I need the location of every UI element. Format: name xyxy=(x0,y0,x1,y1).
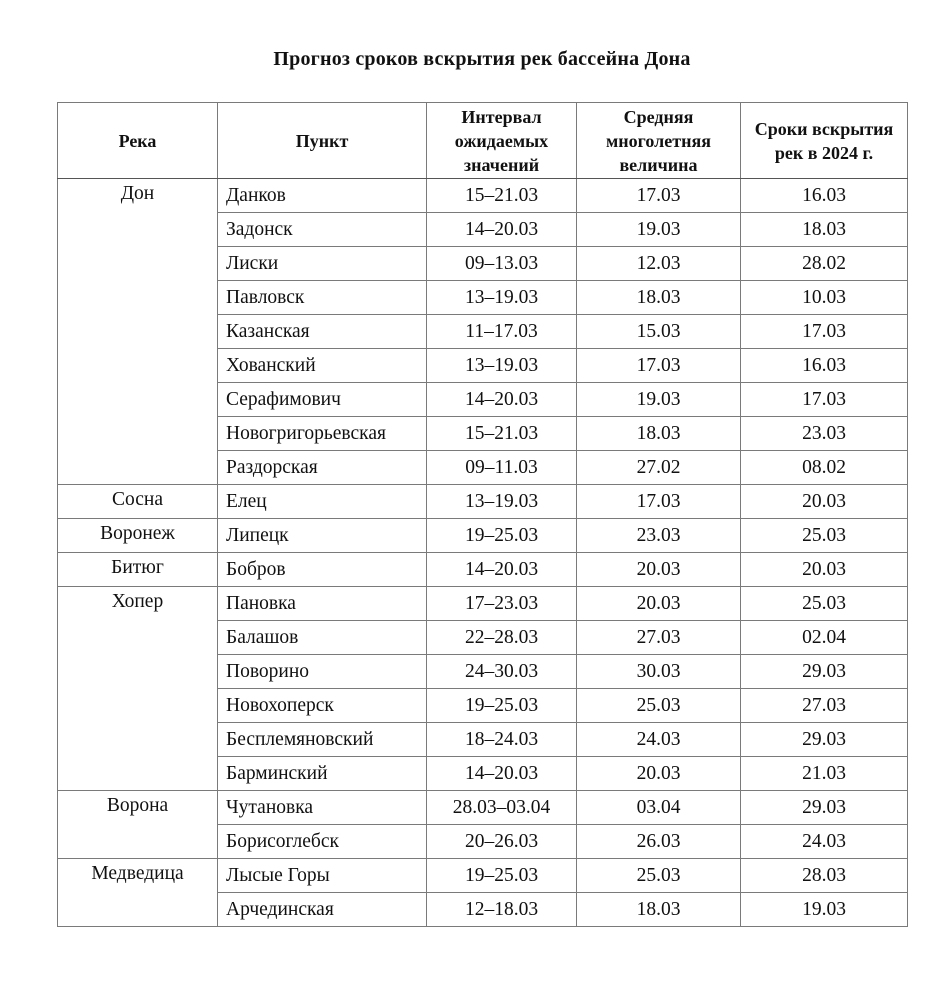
point-cell: Серафимович xyxy=(218,383,427,417)
date-2024-cell: 19.03 xyxy=(741,893,908,927)
river-cell: Медведица xyxy=(58,859,218,927)
date-2024-cell: 21.03 xyxy=(741,757,908,791)
interval-cell: 17–23.03 xyxy=(427,587,577,621)
average-cell: 25.03 xyxy=(577,689,741,723)
table-header xyxy=(58,103,908,179)
average-cell: 24.03 xyxy=(577,723,741,757)
river-cell: Сосна xyxy=(58,485,218,519)
river-cell: Дон xyxy=(58,179,218,485)
table-row xyxy=(58,859,908,893)
point-cell: Липецк xyxy=(218,519,427,553)
date-2024-cell: 16.03 xyxy=(741,349,908,383)
interval-cell: 20–26.03 xyxy=(427,825,577,859)
average-cell: 19.03 xyxy=(577,383,741,417)
date-2024-cell: 24.03 xyxy=(741,825,908,859)
table-body xyxy=(58,179,908,927)
average-cell: 12.03 xyxy=(577,247,741,281)
date-2024-cell: 29.03 xyxy=(741,723,908,757)
average-cell: 17.03 xyxy=(577,179,741,213)
point-cell: Раздорская xyxy=(218,451,427,485)
average-cell: 20.03 xyxy=(577,553,741,587)
point-cell: Новохоперск xyxy=(218,689,427,723)
point-cell: Балашов xyxy=(218,621,427,655)
point-cell: Лысые Горы xyxy=(218,859,427,893)
header-row xyxy=(58,103,908,179)
point-cell: Данков xyxy=(218,179,427,213)
average-cell: 26.03 xyxy=(577,825,741,859)
point-cell: Арчединская xyxy=(218,893,427,927)
average-cell: 18.03 xyxy=(577,417,741,451)
point-cell: Задонск xyxy=(218,213,427,247)
river-cell: Битюг xyxy=(58,553,218,587)
average-cell: 27.02 xyxy=(577,451,741,485)
forecast-table xyxy=(57,102,908,927)
interval-cell: 18–24.03 xyxy=(427,723,577,757)
point-cell: Борисоглебск xyxy=(218,825,427,859)
average-cell: 23.03 xyxy=(577,519,741,553)
table-row xyxy=(58,179,908,213)
point-cell: Бобров xyxy=(218,553,427,587)
interval-cell: 13–19.03 xyxy=(427,281,577,315)
date-2024-cell: 27.03 xyxy=(741,689,908,723)
date-2024-cell: 25.03 xyxy=(741,587,908,621)
date-2024-cell: 20.03 xyxy=(741,553,908,587)
interval-cell: 24–30.03 xyxy=(427,655,577,689)
point-cell: Барминский xyxy=(218,757,427,791)
river-cell: Ворона xyxy=(58,791,218,859)
date-2024-cell: 28.03 xyxy=(741,859,908,893)
date-2024-cell: 28.02 xyxy=(741,247,908,281)
date-2024-cell: 29.03 xyxy=(741,655,908,689)
average-cell: 03.04 xyxy=(577,791,741,825)
point-cell: Павловск xyxy=(218,281,427,315)
average-cell: 17.03 xyxy=(577,349,741,383)
interval-cell: 09–11.03 xyxy=(427,451,577,485)
date-2024-cell: 08.02 xyxy=(741,451,908,485)
average-cell: 27.03 xyxy=(577,621,741,655)
interval-cell: 14–20.03 xyxy=(427,383,577,417)
point-cell: Поворино xyxy=(218,655,427,689)
average-cell: 18.03 xyxy=(577,281,741,315)
interval-cell: 14–20.03 xyxy=(427,213,577,247)
point-cell: Бесплемяновский xyxy=(218,723,427,757)
date-2024-cell: 29.03 xyxy=(741,791,908,825)
river-cell: Воронеж xyxy=(58,519,218,553)
date-2024-cell: 10.03 xyxy=(741,281,908,315)
average-cell: 20.03 xyxy=(577,757,741,791)
interval-cell: 15–21.03 xyxy=(427,179,577,213)
interval-cell: 09–13.03 xyxy=(427,247,577,281)
interval-cell: 15–21.03 xyxy=(427,417,577,451)
date-2024-cell: 20.03 xyxy=(741,485,908,519)
point-cell: Чутановка xyxy=(218,791,427,825)
point-cell: Лиски xyxy=(218,247,427,281)
point-cell: Казанская xyxy=(218,315,427,349)
point-cell: Новогригорьевская xyxy=(218,417,427,451)
table-row xyxy=(58,519,908,553)
header-average: Средняя многолетняя величина xyxy=(577,103,741,179)
point-cell: Елец xyxy=(218,485,427,519)
date-2024-cell: 17.03 xyxy=(741,383,908,417)
interval-cell: 28.03–03.04 xyxy=(427,791,577,825)
date-2024-cell: 25.03 xyxy=(741,519,908,553)
point-cell: Хованский xyxy=(218,349,427,383)
date-2024-cell: 16.03 xyxy=(741,179,908,213)
interval-cell: 13–19.03 xyxy=(427,485,577,519)
point-cell: Пановка xyxy=(218,587,427,621)
header-interval: Интервал ожидаемых значений xyxy=(427,103,577,179)
header-river: Река xyxy=(58,103,218,179)
table-row xyxy=(58,485,908,519)
interval-cell: 14–20.03 xyxy=(427,553,577,587)
date-2024-cell: 23.03 xyxy=(741,417,908,451)
interval-cell: 13–19.03 xyxy=(427,349,577,383)
interval-cell: 12–18.03 xyxy=(427,893,577,927)
table-row xyxy=(58,587,908,621)
interval-cell: 19–25.03 xyxy=(427,689,577,723)
average-cell: 30.03 xyxy=(577,655,741,689)
header-dates-2024: Сроки вскрытия рек в 2024 г. xyxy=(741,103,908,179)
interval-cell: 22–28.03 xyxy=(427,621,577,655)
date-2024-cell: 02.04 xyxy=(741,621,908,655)
interval-cell: 19–25.03 xyxy=(427,859,577,893)
average-cell: 17.03 xyxy=(577,485,741,519)
page-title: Прогноз сроков вскрытия рек бассейна Дона xyxy=(273,48,691,70)
average-cell: 25.03 xyxy=(577,859,741,893)
average-cell: 18.03 xyxy=(577,893,741,927)
interval-cell: 14–20.03 xyxy=(427,757,577,791)
table-row xyxy=(58,791,908,825)
table-row xyxy=(58,553,908,587)
interval-cell: 19–25.03 xyxy=(427,519,577,553)
header-point: Пункт xyxy=(218,103,427,179)
average-cell: 15.03 xyxy=(577,315,741,349)
date-2024-cell: 17.03 xyxy=(741,315,908,349)
date-2024-cell: 18.03 xyxy=(741,213,908,247)
average-cell: 20.03 xyxy=(577,587,741,621)
river-cell: Хопер xyxy=(58,587,218,791)
average-cell: 19.03 xyxy=(577,213,741,247)
interval-cell: 11–17.03 xyxy=(427,315,577,349)
